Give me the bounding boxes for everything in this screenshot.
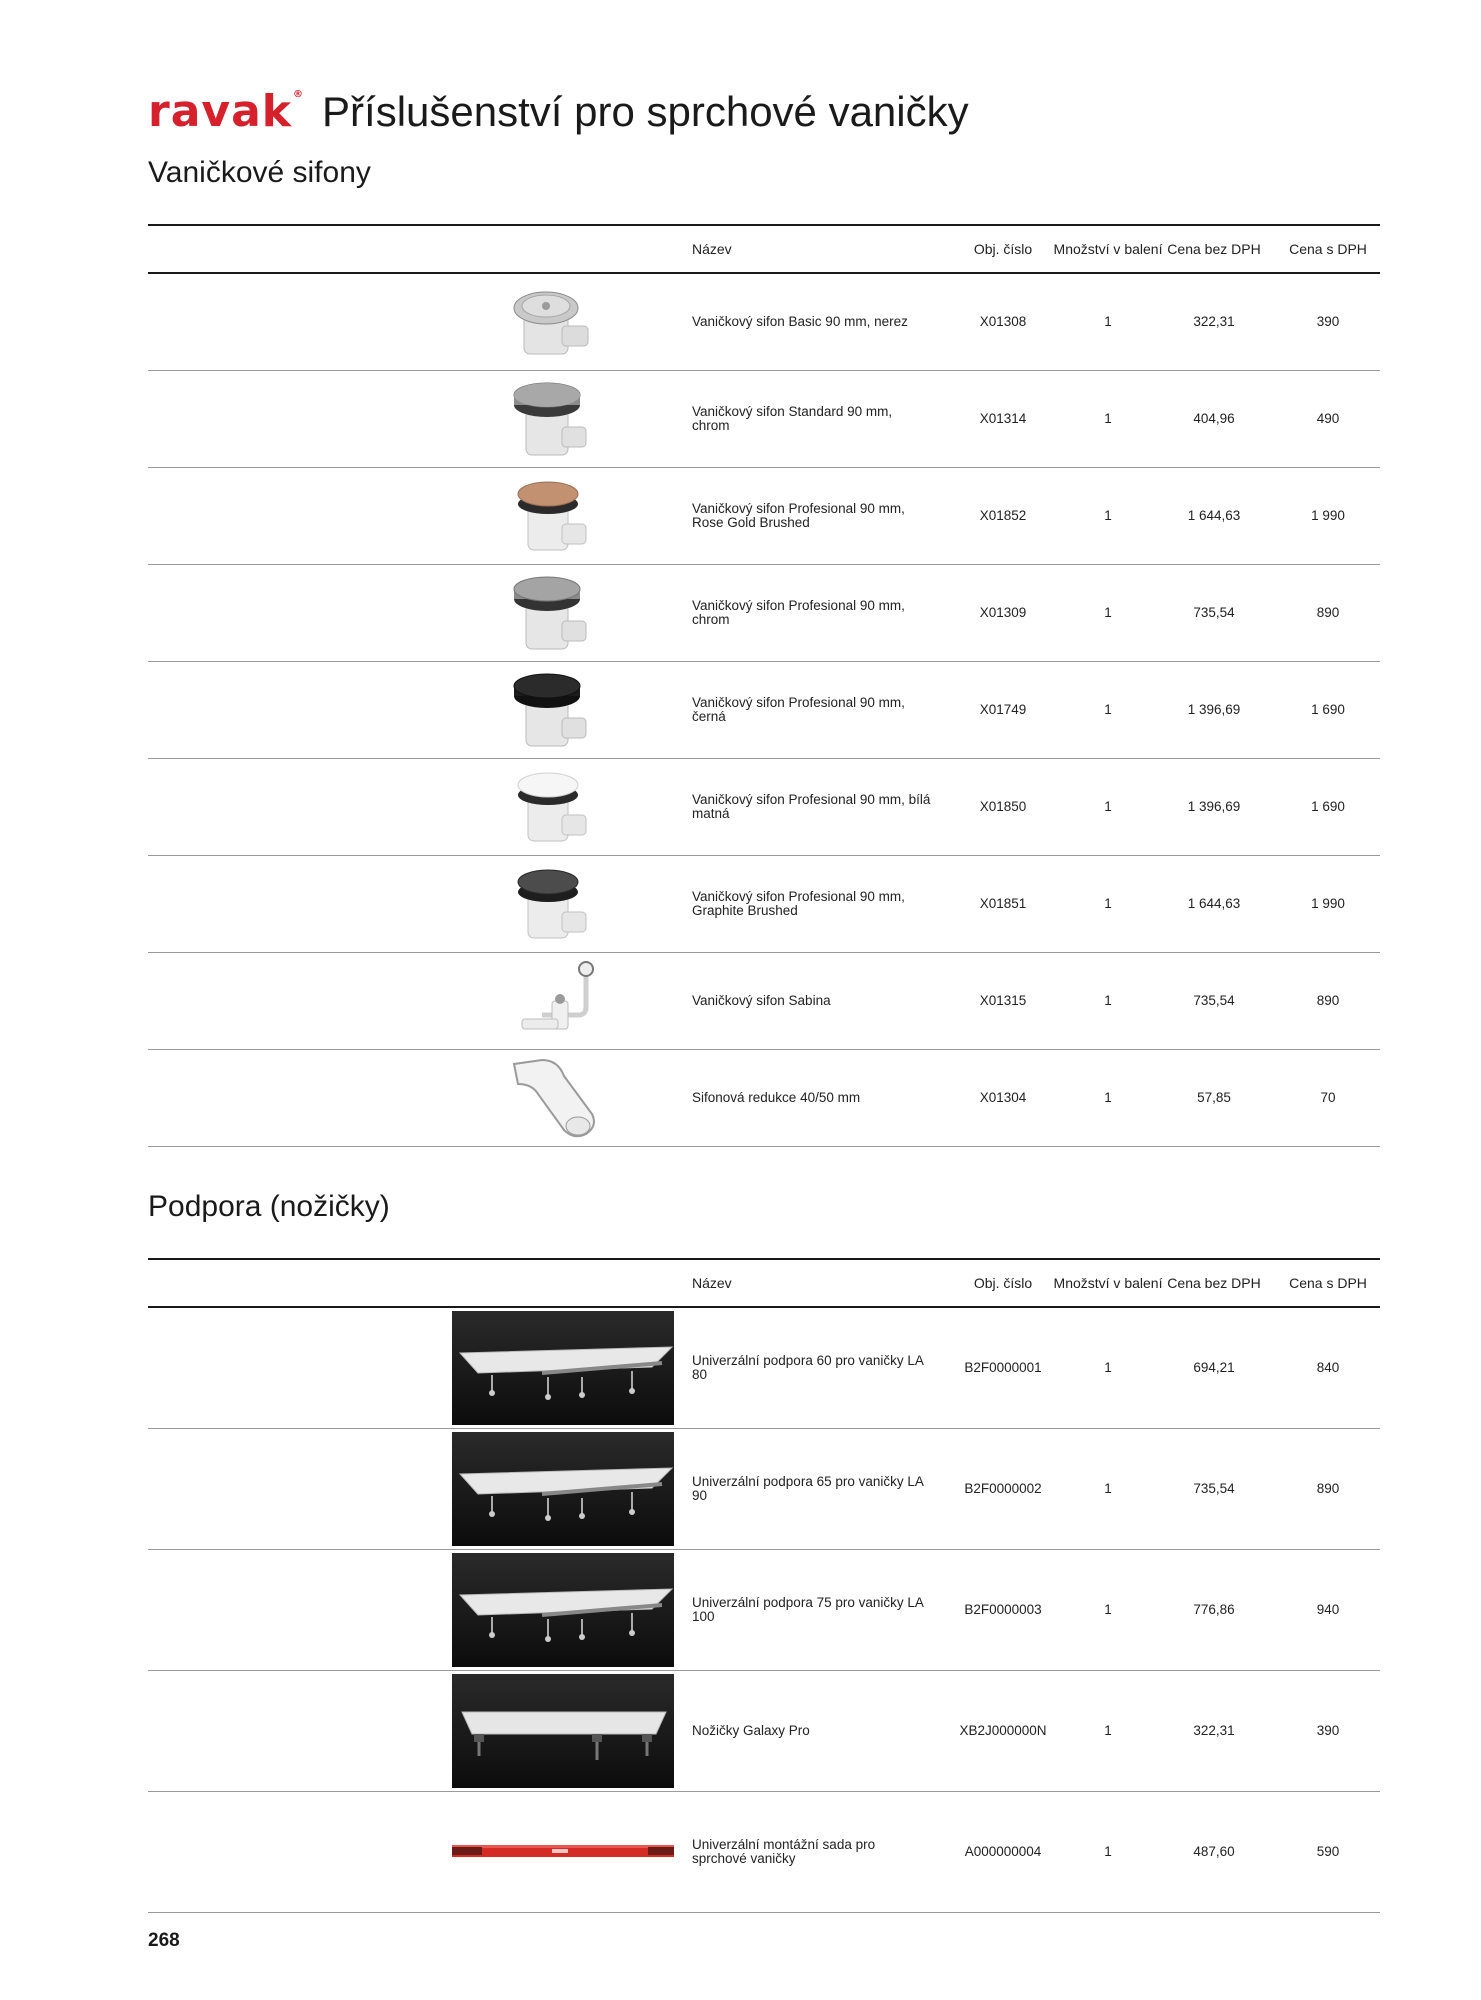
siphon-chrome-icon <box>508 569 598 657</box>
row-qty: 1 <box>1104 1481 1112 1496</box>
row-price-vat: 890 <box>1316 993 1340 1008</box>
row-price: 1 644,63 <box>1187 508 1241 523</box>
col-header-name: Název <box>692 1275 732 1291</box>
row-qty: 1 <box>1104 993 1112 1008</box>
row-price: 487,60 <box>1193 1844 1235 1859</box>
row-name: Sifonová redukce 40/50 mm <box>692 1090 861 1105</box>
row-price-vat: 1 990 <box>1311 896 1345 911</box>
tray-support-icon <box>452 1432 674 1546</box>
col-header-name: Název <box>692 241 732 257</box>
table-row <box>148 565 1380 662</box>
col-header-qty: Množství v balení <box>1053 241 1163 257</box>
row-qty: 1 <box>1104 411 1112 426</box>
section-title-supports: Podpora (nožičky) <box>148 1190 390 1223</box>
page-title: Příslušenství pro sprchové vaničky <box>322 88 969 135</box>
row-price-vat: 1 690 <box>1311 702 1345 717</box>
siphon-chrome-icon <box>508 375 598 463</box>
table-row <box>148 1792 1380 1913</box>
row-code: A000000004 <box>964 1844 1042 1859</box>
siphon-graphite-icon <box>512 862 598 946</box>
siphon-white-icon <box>512 767 598 849</box>
tray-support-icon <box>452 1311 674 1425</box>
section-title-siphons: Vaničkové sifony <box>148 156 371 189</box>
siphons-table <box>148 224 1380 1147</box>
row-price: 1 644,63 <box>1187 896 1241 911</box>
row-code: X01314 <box>979 411 1027 426</box>
row-qty: 1 <box>1104 1844 1112 1859</box>
row-price: 322,31 <box>1193 314 1235 329</box>
row-name: Univerzální podpora 75 pro vaničky LA 100 <box>692 1595 924 1624</box>
table-row <box>148 856 1380 953</box>
row-price: 694,21 <box>1193 1360 1235 1375</box>
col-header-price: Cena bez DPH <box>1167 241 1261 257</box>
row-qty: 1 <box>1104 1090 1112 1105</box>
row-price: 735,54 <box>1193 993 1235 1008</box>
col-header-price-vat: Cena s DPH <box>1289 241 1367 257</box>
row-price: 1 396,69 <box>1187 702 1241 717</box>
row-name: Vaničkový sifon Profesional 90 mm, bílá matná <box>692 792 931 821</box>
table-row <box>148 1050 1380 1147</box>
row-qty: 1 <box>1104 799 1112 814</box>
row-price-vat: 390 <box>1316 1723 1340 1738</box>
row-code: XB2J000000N <box>959 1723 1047 1738</box>
siphon-black-icon <box>508 666 598 754</box>
row-price-vat: 1 690 <box>1311 799 1345 814</box>
page-number: 268 <box>148 1930 180 1951</box>
table-header <box>148 224 1380 274</box>
row-qty: 1 <box>1104 605 1112 620</box>
row-price-vat: 390 <box>1316 314 1340 329</box>
row-price-vat: 70 <box>1320 1090 1336 1105</box>
row-price: 322,31 <box>1193 1723 1235 1738</box>
supports-table <box>148 1258 1380 1913</box>
table-row <box>148 953 1380 1050</box>
ravak-logo <box>148 86 305 137</box>
row-code: X01852 <box>979 508 1027 523</box>
row-qty: 1 <box>1104 702 1112 717</box>
row-code: B2F0000002 <box>964 1481 1042 1496</box>
col-header-code: Obj. číslo <box>973 241 1033 257</box>
row-code: X01304 <box>979 1090 1027 1105</box>
row-price-vat: 590 <box>1316 1844 1340 1859</box>
siphon-sabina-icon <box>512 957 602 1045</box>
table-row <box>148 759 1380 856</box>
col-header-code: Obj. číslo <box>973 1275 1033 1291</box>
row-code: B2F0000003 <box>964 1602 1042 1617</box>
mounting-kit-icon <box>452 1842 674 1862</box>
table-row <box>148 662 1380 759</box>
page-header <box>148 84 969 140</box>
row-price-vat: 1 990 <box>1311 508 1345 523</box>
row-code: X01749 <box>979 702 1027 717</box>
row-qty: 1 <box>1104 896 1112 911</box>
table-row <box>148 274 1380 371</box>
row-name: Vaničkový sifon Standard 90 mm, chrom <box>692 404 893 433</box>
row-qty: 1 <box>1104 1602 1112 1617</box>
row-price: 1 396,69 <box>1187 799 1241 814</box>
row-code: X01851 <box>979 896 1027 911</box>
row-price-vat: 890 <box>1316 1481 1340 1496</box>
siphon-rose-gold-icon <box>512 474 598 558</box>
row-price: 57,85 <box>1197 1090 1231 1105</box>
row-code: X01309 <box>979 605 1027 620</box>
siphon-basic-icon <box>508 280 598 364</box>
table-row <box>148 1550 1380 1671</box>
col-header-price-vat: Cena s DPH <box>1289 1275 1367 1291</box>
table-row <box>148 1308 1380 1429</box>
row-name: Univerzální podpora 60 pro vaničky LA 80 <box>692 1353 924 1382</box>
row-code: X01315 <box>979 993 1027 1008</box>
row-name: Vaničkový sifon Basic 90 mm, nerez <box>692 314 908 329</box>
row-name: Vaničkový sifon Profesional 90 mm, černá <box>692 695 905 724</box>
row-name: Univerzální montážní sada pro sprchové vaničky <box>692 1837 876 1866</box>
table-row <box>148 1671 1380 1792</box>
row-name: Vaničkový sifon Profesional 90 mm, chrom <box>692 598 905 627</box>
row-price: 776,86 <box>1193 1602 1235 1617</box>
row-price: 735,54 <box>1193 605 1235 620</box>
logo-text: ravak <box>148 86 293 137</box>
row-name: Nožičky Galaxy Pro <box>692 1723 810 1738</box>
row-code: X01308 <box>979 314 1027 329</box>
table-row <box>148 468 1380 565</box>
row-code: B2F0000001 <box>964 1360 1042 1375</box>
row-qty: 1 <box>1104 1723 1112 1738</box>
table-header <box>148 1258 1380 1308</box>
row-price: 735,54 <box>1193 1481 1235 1496</box>
col-header-price: Cena bez DPH <box>1167 1275 1261 1291</box>
tray-legs-icon <box>452 1674 674 1788</box>
row-name: Vaničkový sifon Sabina <box>692 993 831 1008</box>
row-price-vat: 490 <box>1316 411 1340 426</box>
row-price-vat: 940 <box>1316 1602 1340 1617</box>
row-price-vat: 890 <box>1316 605 1340 620</box>
col-header-qty: Množství v balení <box>1053 1275 1163 1291</box>
row-name: Univerzální podpora 65 pro vaničky LA 90 <box>692 1474 924 1503</box>
row-price-vat: 840 <box>1316 1360 1340 1375</box>
logo-registered-mark: ® <box>293 89 305 100</box>
row-code: X01850 <box>979 799 1027 814</box>
table-row <box>148 1429 1380 1550</box>
table-row <box>148 371 1380 468</box>
row-name: Vaničkový sifon Profesional 90 mm, Graphite Brushed <box>692 889 905 918</box>
row-price: 404,96 <box>1193 411 1235 426</box>
row-qty: 1 <box>1104 314 1112 329</box>
row-qty: 1 <box>1104 508 1112 523</box>
row-name: Vaničkový sifon Profesional 90 mm, Rose Gold Brushed <box>692 501 905 530</box>
row-qty: 1 <box>1104 1360 1112 1375</box>
tray-support-icon <box>452 1553 674 1667</box>
siphon-reducer-icon <box>508 1054 604 1142</box>
